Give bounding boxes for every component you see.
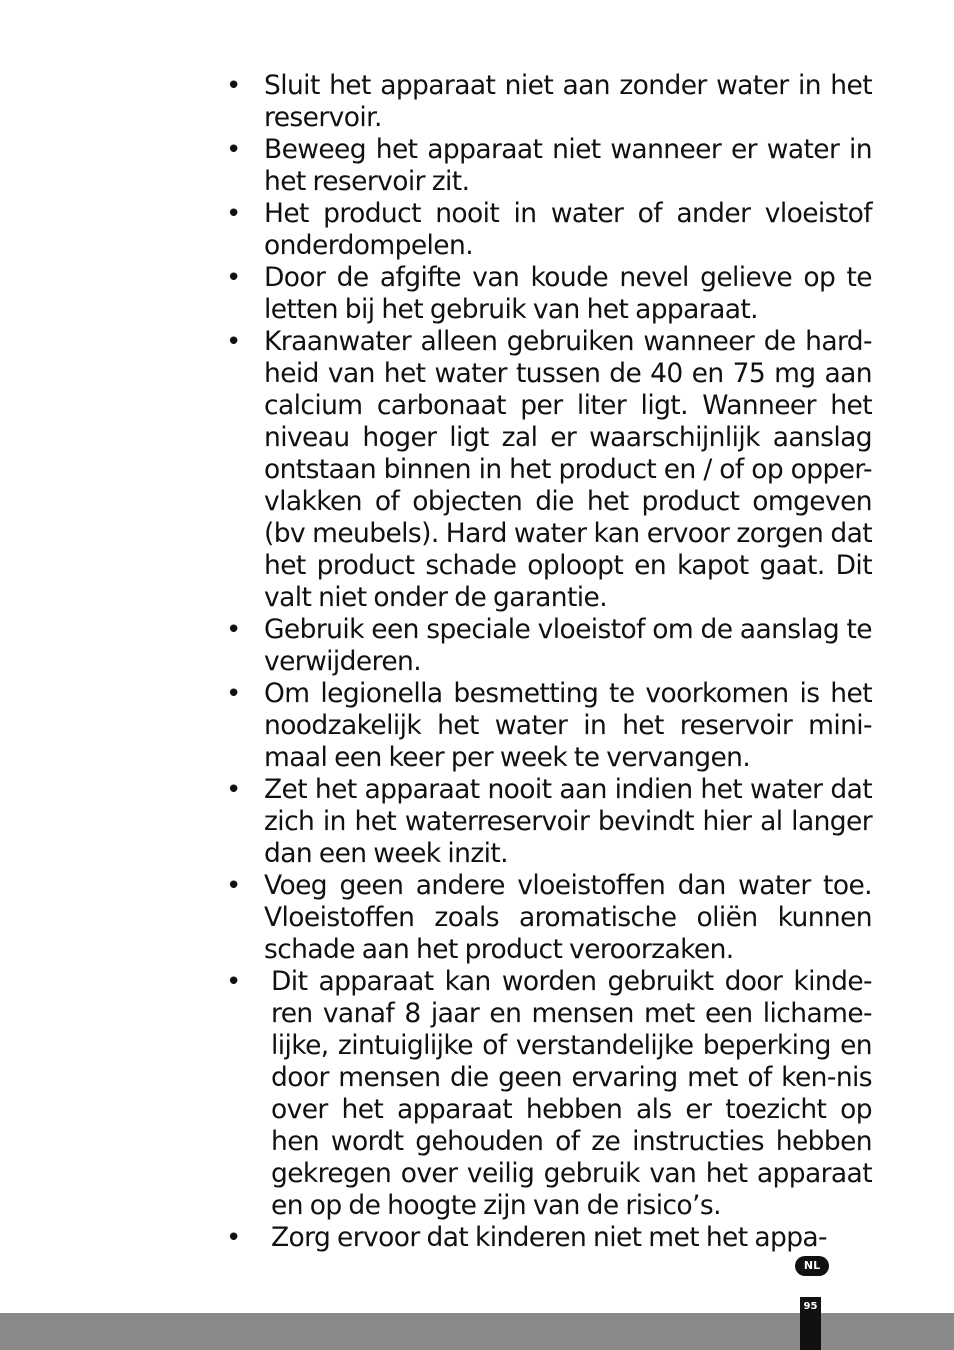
list-item: • Sluit het apparaat niet aan zonder water in het reservoir.	[226, 70, 872, 134]
main-content	[226, 70, 872, 1254]
list-item: • Zet het apparaat nooit aan indien het water dat zich in het waterreservoir bevindt hier al langer dan een week inzit.	[226, 774, 872, 870]
list-item: • Voeg geen andere vloeistoffen dan water toe. Vloeistoffen zoals aromatische oliën kunnen schade aan het product veroorzaken.	[226, 870, 872, 966]
safety-instructions-list	[226, 70, 872, 1254]
list-item: • Om legionella besmetting te voorkomen is het noodzakelijk het water in het reservoir mini-maal een keer per week te vervangen.	[226, 678, 872, 774]
page-number: 95	[800, 1297, 821, 1350]
list-item: • Gebruik een speciale vloeistof om de aanslag te verwijderen.	[226, 614, 872, 678]
language-badge: NL	[795, 1256, 829, 1276]
list-item: • Het product nooit in water of ander vloeistof onderdompelen.	[226, 198, 872, 262]
list-item: • Zorg ervoor dat kinderen niet met het appa-	[226, 1222, 872, 1254]
list-item: • Dit apparaat kan worden gebruikt door kinde-ren vanaf 8 jaar en mensen met een lichame-lijke, zintuiglijke of verstandelijke beperking en door mensen die geen ervaring met of ken-nis over het apparaat hebben als er toezicht op hen wordt gehouden of ze instructies hebben gekregen over veilig gebruik van het apparaat en op de hoogte zijn van de risico’s.	[226, 966, 872, 1222]
list-item: • Door de afgifte van koude nevel gelieve op te letten bij het gebruik van het apparaat.	[226, 262, 872, 326]
list-item: • Beweeg het apparaat niet wanneer er water in het reservoir zit.	[226, 134, 872, 198]
list-item: • Kraanwater alleen gebruiken wanneer de hard-heid van het water tussen de 40 en 75 mg aan calcium carbonaat per liter ligt. Wanneer het niveau hoger ligt zal er waarschijnlijk aanslag ontstaan binnen in het product en / of op opper-vlakken of objecten die het product omgeven (bv meubels). Hard water kan ervoor zorgen dat het product schade oploopt en kapot gaat. Dit valt niet onder de garantie.	[226, 326, 872, 614]
